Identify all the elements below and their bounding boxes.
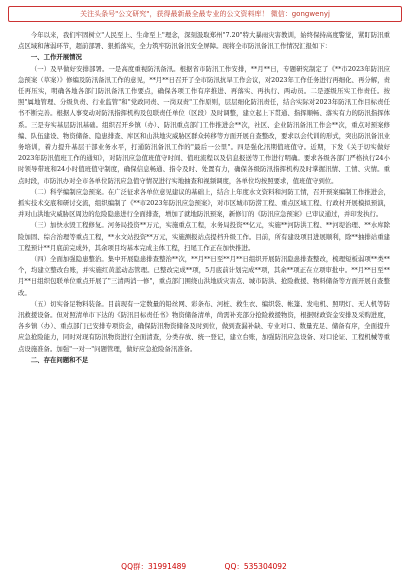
paragraph: （四）全面加强隐患整治。集中开展隐患排查整治**次，**月**日至**月**日组织开展防汛隐患排查整改，梳理短板弱项**类**个，均建立整改台账，并实施红黄蓝动态管理。已整改完成**项，5月底前计划完成**项，其余**项正在立项审批中。**月**日至**月**日组织包联单位重点开展了"三清两消一修"，重点部门围绕山洪地质灾害点、城市防洪、抢险救援、物料储备等方面开展自查整改。 bbox=[18, 255, 390, 297]
promo-banner: 关注头条号"公文研究"，获得最新最全最专业的公文资料库！ 微信：gongwenyj bbox=[8, 6, 402, 22]
paragraph: （一）及早做好安排部署。一是高度重视防汛备汛。根据省市防汛工作安排，**月**日，专题研究制定了《**市2023年防汛应急预案（草案）》修编及防汛备汛工作的意见，**月**日召开了全市防汛抗旱工作会议，对2023年工作任务进行再细化、再分解，责任再压实，明确各地各部门防汛备汛工作要点，确保各项工作有序推进、再落实、再执行、两动员。二是逐级压实工作责任。按照"属地管理、分级负责、行业监管"和"党政同责、一岗双责"工作原则，层层细化防汛责任，结合实际对2023年防汛工作目标责任书不断完善。根据人事变动对防汛指挥机构及包联责任单位（区段）及时调整，建立起上下贯通、指挥顺畅、落实有力的防汛指挥体系。三是夯实基层防汛基础。组织召开乡镇（办）、防汛重点部门工作推进会**次，社区、企业防汛备汛工作会**次，重点对预案修编、队伍建设、物资储备、隐患排查、库区和山洪地灾威胁区群众转移等方面开展自查整改，要求以会代训的形式，突出防汛备汛业务培训，着力提升基层干部业务水平，打通防汛备汛工作的"最后一公里"。四是强化汛期值班值守。近期，下发《关于切实做好2023年防汛值班工作的通知》，对防汛应急值班值守时间、值班流程以及信息报送等工作进行明确。要求各级各部门严格执行24小时领导带班和24小时值班值守制度，确保信息畅通、指令及时、处置有力，确保各级防汛指挥机构及时掌握汛情、工情、灾情。重点时段，市防汛办对全市各单位防汛应急值守情况进行实地抽查和视频调度，各单位均按照要求，值班值守到位。 bbox=[18, 64, 390, 185]
paragraph: （三）加快水毁工程修复。河务局投资**万元，实施重点工程，水务局投资**亿元，实施**河防洪工程、**河堤治理、**水库除险加固、综合治理等重点工程，**水文站投资**万元，实施测报站点提档升级工作。目前，所有建设项目进展顺利，除**抽排站重建工程预计**月底前完成外，其余项目均基本完成主体工程，扫尾工作正在加快推进。 bbox=[18, 221, 390, 252]
document-body bbox=[18, 30, 390, 366]
section-heading: 二、存在问题和不足 bbox=[30, 355, 89, 364]
qq-group: QQ群：31991489 bbox=[121, 562, 187, 571]
qq-contact: QQ：535304092 bbox=[224, 562, 287, 571]
paragraph: （五）切实备足物料装备。目前现有一定数量的铅丝网、彩条布、河桩、救生衣、编织袋、帐篷、发电机、照明灯、无人机等防汛救援设备。但对照清单市下达的《防汛目标责任书》物资储备清单，尚需补充部分抢险救援物资，根据财政资金安排及采购进度，各乡镇（办）、重点部门已安排专项资金，确保防汛物资储备及时到位，做到查漏补缺、专业对口、数量充足、储备有序，全面提升应急抢险能力，同时对现有防汛物资进行全面清查，分类存放、统一登记，建立台账，加强防汛应急设备、对口论证、工程机械等重点设施准备。加强"一对一"问题管理，做好应急抢险备汛准备。 bbox=[18, 299, 390, 353]
paragraph: （二）科学编制应急预案。在广泛征求各单位意见建议的基础上，结合上年度水文资料和河防工情，召开预案编制工作推进会，抓实技术交底和研讨交流，组织编制了《**市2023年防汛应急预案》，对市区城市防涝工程、重点区域工程、行政村开展模拟预演，并对山洪地灾威胁区周边的危险隐患进行全面排查，增加了就地防汛预案，新修订的《防汛应急预案》已审议通过，并印发执行。 bbox=[18, 187, 390, 219]
paragraph: 今年以来，我们牢固树立"人民至上、生命至上"理念，深刻汲取郑州"7.20"特大暴雨灾害教训，始终保持高度警觉，紧盯防汛重点区域和薄弱环节，超前部署、狠抓落实，全力筑牢防汛备汛安全屏障。现将全市防汛备汛工作情况汇报如下： bbox=[18, 31, 390, 51]
footer bbox=[0, 561, 408, 572]
section-heading: 一、工作开展情况 bbox=[30, 53, 82, 62]
